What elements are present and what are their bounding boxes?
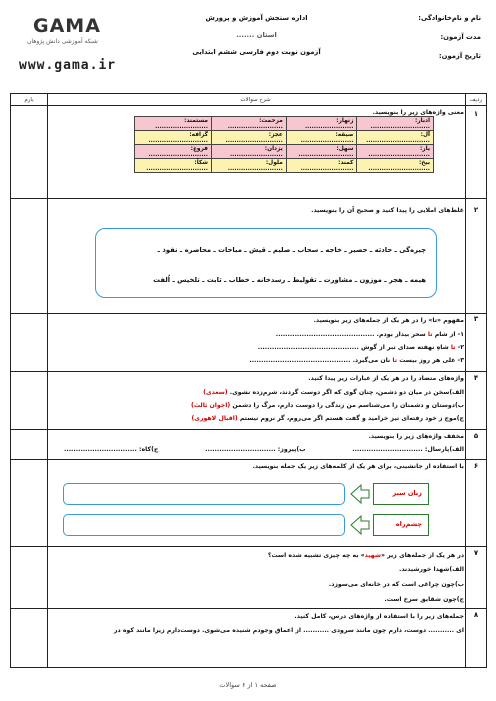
q2-number: ۲ (473, 206, 479, 214)
q6-answer-box-2[interactable] (63, 514, 345, 536)
vocab-row (135, 131, 434, 145)
page-footer: صفحه ۱ از ۶ سوالات (219, 681, 277, 689)
col-row: ردیف (466, 94, 486, 106)
vocab-cell: بیخ: ............................ (357, 159, 434, 173)
logo-text: GAMA (33, 15, 101, 36)
header-center (169, 14, 344, 65)
spelling-line-2: هیمه ـ هجر ـ موزون ـ مشاورت ـ تقولیط ـ رسدخانه ـ خطاب ـ ثابت ـ تلخیس ـ اُلفت (153, 276, 426, 284)
vocab-cell: صیقه: ........................ (286, 131, 357, 145)
q3-item-2-highlight: تا (450, 344, 456, 351)
q6-word-2 (373, 514, 429, 536)
vocab-row (135, 159, 434, 173)
q6-number: ۶ (473, 462, 479, 470)
q4-item-c-source: (اقبال لاهوری) (191, 415, 238, 422)
q7-item-b: ب)چون چراغی است که در خانه‌ای می‌سوزد. (328, 581, 464, 588)
logo-area (9, 8, 159, 86)
vocab-cell: کمند: ........................ (286, 159, 357, 173)
vocab-cell: یار: ............................ (357, 145, 434, 159)
q8-title: جمله‌های زیر را با استفاده از واژه‌های درس، کامل کنید. (294, 613, 464, 620)
q4-item-c (64, 415, 464, 422)
exam-header (9, 8, 487, 88)
name-field: نام و نام‌خانوادگی: (418, 14, 481, 22)
q3-item-1-highlight: تا (427, 331, 433, 338)
vocab-cell: آل: ............................. (357, 131, 434, 145)
q1-title: معنی واژه‌های زیر را بنویسید. (372, 109, 464, 116)
q5-item-a: الف)پارسال: .............................. (352, 446, 464, 453)
q3-item-2-post: شاهِ نهفته صدای تبر از گوش ........................................... (257, 344, 451, 351)
exam-title: آزمون نوبت دوم فارسی ششم ابتدایی (192, 48, 321, 56)
spelling-box (95, 228, 437, 298)
q6-word-2-label: چشم‌راه (395, 520, 422, 528)
q8-number: ۸ (473, 611, 479, 619)
spelling-line-1: چیره‌گی ـ حادثه ـ حصیر ـ خاجه ـ سحاب ـ صلیم ـ قیش ـ مباحات ـ محاصره ـ نفوذ ـ (157, 246, 426, 254)
q3-item-3-pre: ۳- علی هر روز بیست (397, 357, 464, 364)
vocab-cell: فروغ: ........................... (135, 145, 212, 159)
q7-item-a: الف)شهدا خورشیدند. (399, 566, 464, 573)
q7-title (74, 552, 464, 559)
q3-item-1 (64, 331, 464, 338)
vocab-cell: عجز: .......................... (211, 131, 286, 145)
arrow-left-icon (349, 483, 371, 505)
website-url: www.gama.ir (19, 58, 117, 73)
vocab-cell: سهل: ......................... (286, 145, 357, 159)
vocab-cell: یزدان: ........................ (211, 145, 286, 159)
vocab-table (134, 116, 434, 173)
q3-item-3-highlight: تا (392, 357, 398, 364)
q6-title: با استفاده از جانشینی، برای هر یک از کلمه‌های زیر یک جمله بنویسید. (252, 463, 464, 470)
vocab-cell: مرحمت: ......................... (211, 117, 286, 131)
q-divider (11, 546, 486, 547)
q3-item-1-pre: ۱- از شام (432, 331, 464, 338)
q7-item-c: ج)چون شقایق سرخ است. (384, 596, 464, 603)
q-divider (11, 429, 486, 430)
org-title: اداره سنجش آموزش و پرورش (205, 14, 308, 22)
logo-subtitle: شبکه آموزشی دانش پژوهان (27, 38, 98, 45)
vocab-row (135, 117, 434, 131)
q-divider (11, 459, 486, 460)
vocab-cell: ملول: ......................... (211, 159, 286, 173)
q5-items (64, 446, 464, 453)
q4-item-b-text: ب)دوستان و دشمنان را می‌شناسم من زندگی را دوست دارم، مرگ را دشمن (232, 402, 464, 409)
vocab-cell: شکاً: ............................ (135, 159, 212, 173)
q4-item-a-text: الف)سخن در میان دو دشمن، چنان گوی که اگر دوست گردند، شرم‌زده نشوی. (229, 389, 464, 396)
q6-word-1-label: زبان سبز (392, 489, 422, 497)
q8-line: ای ........... دوست، دارم چون مانند سرودی ........... از اعماق وجودم شنیده می‌شوی. دوست‌دارم زیرا مانند کوه در (113, 627, 464, 634)
col-score: بارم (11, 94, 47, 106)
q3-item-2-pre: ۲- (455, 344, 464, 351)
q3-number: ۳ (473, 315, 479, 323)
q3-item-3-post: نان می‌گیرد. ........................................... (249, 357, 393, 364)
q7-title-highlight: شهید (364, 552, 381, 559)
q4-item-b (64, 402, 464, 409)
student-info (351, 14, 481, 71)
vocab-cell: زنهار: ...................... (286, 117, 357, 131)
duration-field: مدت آزمون: (440, 33, 481, 41)
q7-title-pre: در هر یک از جمله‌های زیر « (380, 552, 464, 559)
q3-title: مفهوم «تا» را در هر یک از جمله‌های زیر بنویسید. (313, 317, 464, 324)
q6-word-1 (373, 483, 429, 505)
q5-item-c: ج)کاه: ............................... (64, 446, 159, 453)
q6-answer-box-1[interactable] (63, 483, 345, 505)
q5-title: مخفف واژه‌های زیر را بنویسید. (368, 433, 464, 440)
vocab-cell: ادبار: ........................... (357, 117, 434, 131)
q7-title-post: » به چه چیزی تشبیه شده است؟ (267, 552, 365, 559)
q2-title: غلط‌های املایی را پیدا کنید و صحیح آن را بنویسید. (311, 207, 464, 214)
score-divider (47, 94, 48, 667)
q-divider (11, 371, 486, 372)
question-sheet (10, 93, 487, 668)
q4-item-a-source: (سعدی) (203, 389, 228, 396)
q4-item-a (64, 389, 464, 396)
province-label: استان ....... (236, 31, 277, 39)
vocab-row (135, 145, 434, 159)
q4-item-b-source: (اخوان ثالث) (191, 402, 231, 409)
q-divider (11, 608, 486, 609)
q4-item-c-text: ج)موج ز خود رفته‌ای تیز خرامید و گفت هستم اگر می‌روم، گر نروم نیستم (239, 415, 464, 422)
q4-title: واژه‌های متضاد را در هر یک از عبارات زیر پیدا کنید. (308, 375, 464, 382)
q4-number: ۴ (473, 374, 479, 382)
arrow-left-icon (349, 514, 371, 536)
vocab-cell: مستمند: ........................ (135, 117, 212, 131)
q1-number: ۱ (473, 110, 479, 118)
q5-item-b: ب)پیروز: .............................. (205, 446, 306, 453)
q-divider (11, 313, 486, 314)
q3-item-3 (64, 357, 464, 364)
date-field: تاریخ آزمون: (438, 52, 481, 60)
q7-number: ۷ (473, 549, 479, 557)
col-description: شرح سوالات (45, 94, 466, 106)
gama-logo (31, 14, 101, 36)
q-divider (11, 198, 486, 199)
q3-item-1-post: سحر بیدار بودم. .......................................... (275, 331, 428, 338)
q5-number: ۵ (473, 432, 479, 440)
vocab-cell: گزافه: ........................... (135, 131, 212, 145)
q3-item-2 (64, 344, 464, 351)
